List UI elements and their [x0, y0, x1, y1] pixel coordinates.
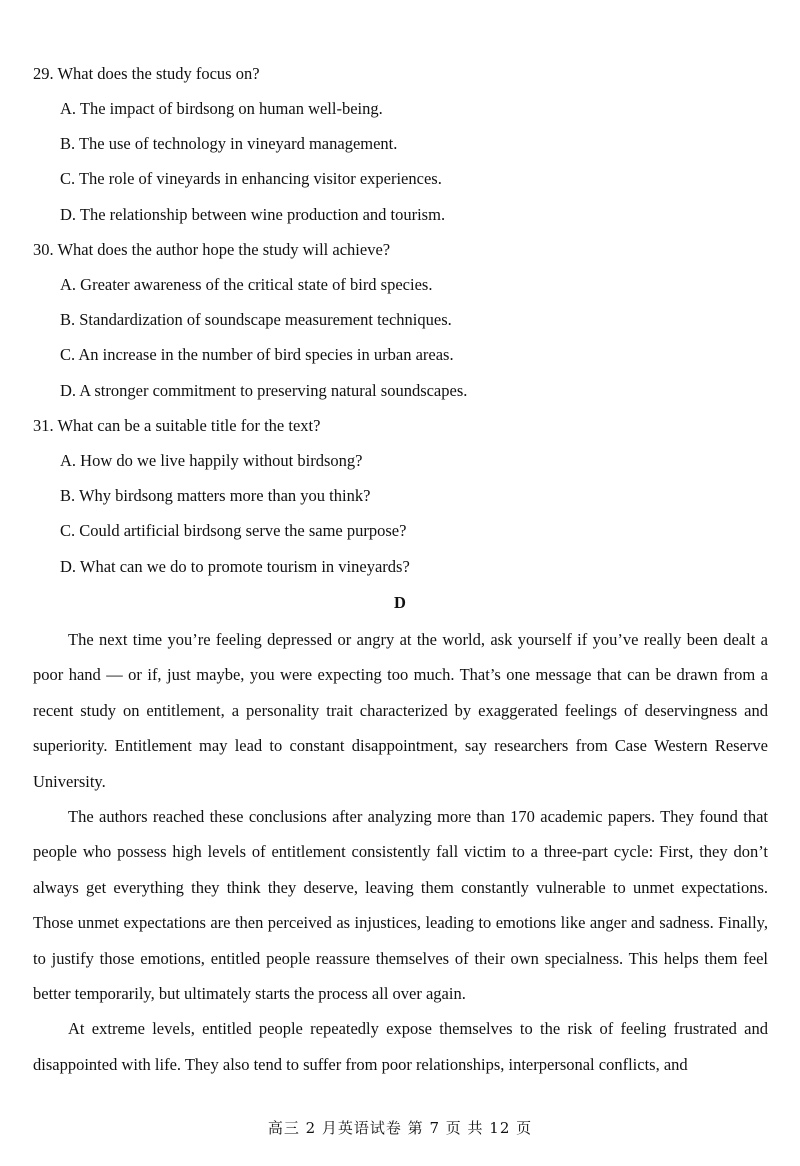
question-30-stem: 30. What does the author hope the study will achieve? — [33, 240, 391, 259]
question-29-option-b: B. The use of technology in vineyard management. — [60, 134, 398, 153]
question-30-option-a: A. Greater awareness of the critical state of bird species. — [60, 275, 433, 294]
passage-paragraph-1: The next time you’re feeling depressed or angry at the world, ask yourself if you’ve really been dealt a poor hand — or if, just maybe, you were expecting too much. That’s one message that can be drawn from a recent study on entitlement, a personality trait characterized by exaggerated feelings of deservingness and superiority. Entitlement may lead to constant disappointment, say researchers from Case Western Reserve University. — [33, 630, 768, 791]
question-29-stem: 29. What does the study focus on? — [33, 64, 260, 83]
question-30-option-b: B. Standardization of soundscape measurement techniques. — [60, 310, 452, 329]
question-31-option-c: C. Could artificial birdsong serve the same purpose? — [60, 521, 407, 540]
question-29-option-c: C. The role of vineyards in enhancing visitor experiences. — [60, 169, 442, 188]
question-30-option-d: D. A stronger commitment to preserving natural soundscapes. — [60, 381, 468, 400]
question-31-option-d: D. What can we do to promote tourism in vineyards? — [60, 557, 410, 576]
passage — [33, 622, 768, 1082]
section-title: D — [394, 593, 406, 612]
question-29-option-a: A. The impact of birdsong on human well-being. — [60, 99, 383, 118]
question-30-option-c: C. An increase in the number of bird species in urban areas. — [60, 345, 454, 364]
passage-paragraph-2: The authors reached these conclusions after analyzing more than 170 academic papers. They found that people who possess high levels of entitlement consistently fall victim to a three-part cycle: First, they don’t always get everything they think they deserve, leaving them constantly vulnerable to unmet expectations. Those unmet expectations are then perceived as injustices, leading to emotions like anger and sadness. Finally, to justify those emotions, entitled people reassure themselves of their own specialness. This helps them feel better temporarily, but ultimately starts the process all over again. — [33, 807, 768, 1004]
question-31-option-b: B. Why birdsong matters more than you think? — [60, 486, 371, 505]
question-31-option-a: A. How do we live happily without birdsong? — [60, 451, 363, 470]
page-footer: 高三 2 月英语试卷 第 7 页 共 12 页 — [267, 1119, 533, 1137]
question-31-stem: 31. What can be a suitable title for the text? — [33, 416, 321, 435]
question-29-option-d: D. The relationship between wine production and tourism. — [60, 205, 446, 224]
passage-paragraph-3: At extreme levels, entitled people repeatedly expose themselves to the risk of feeling frustrated and disappointed with life. They also tend to suffer from poor relationships, interpersonal conflicts, and — [33, 1019, 768, 1074]
